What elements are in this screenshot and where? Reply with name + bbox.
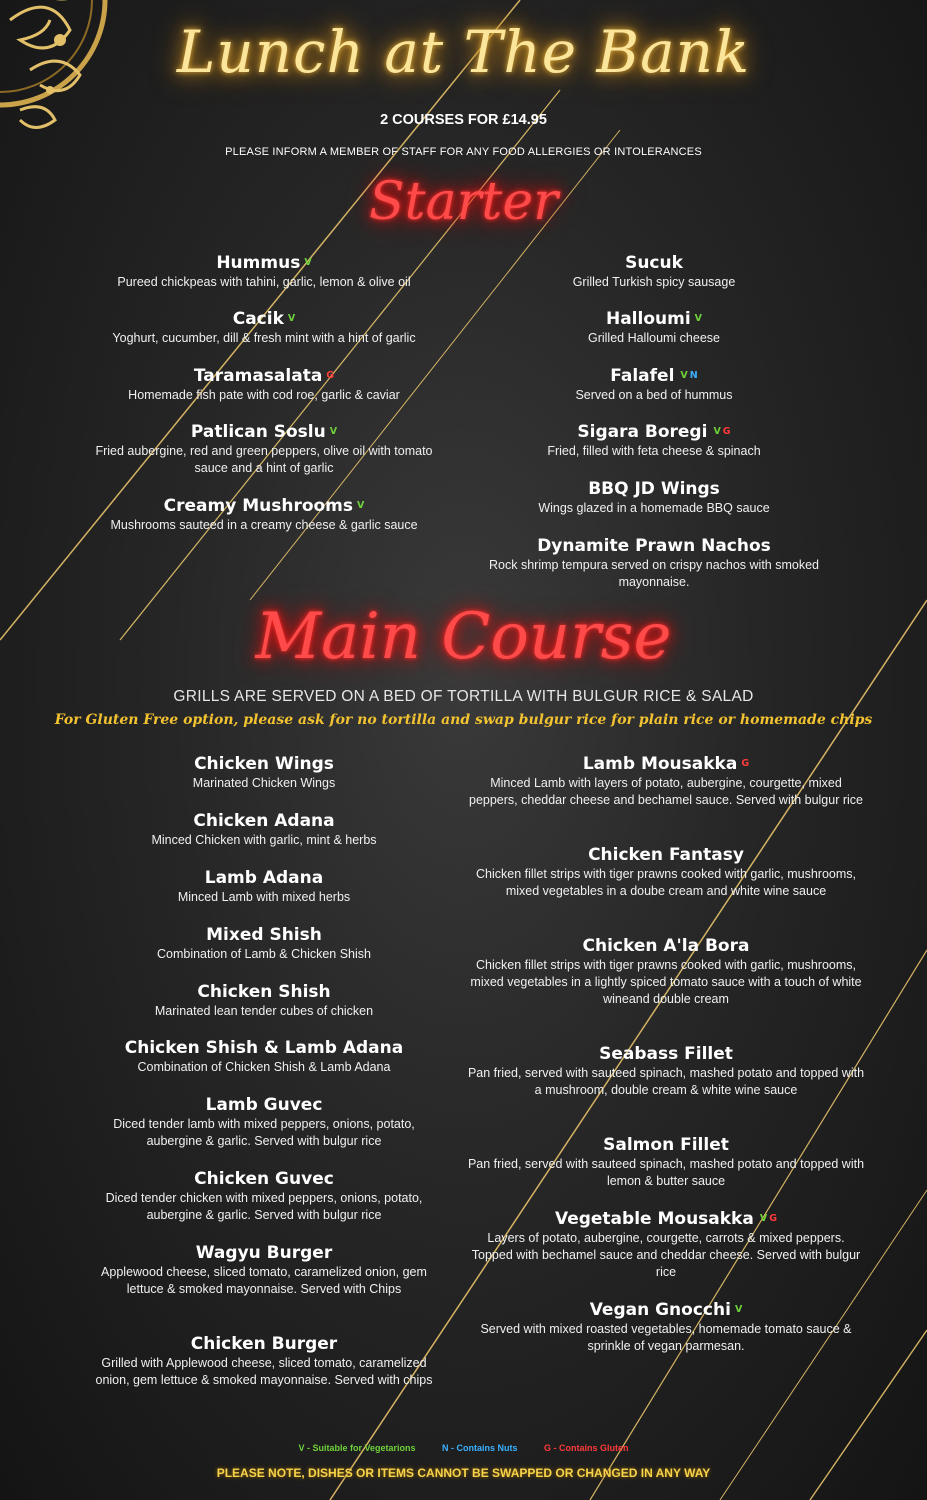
menu-item [474, 478, 834, 517]
grills-note: GRILLS ARE SERVED ON A BED OF TORTILLA WITH BULGUR RICE & SALAD [173, 688, 754, 705]
menu-item [474, 252, 834, 291]
item-description: Grilled with Applewood cheese, sliced tomato, caramelized onion, gem lettuce & smoked mayonnaise. Served with chips [95, 1356, 433, 1387]
menu-item [84, 1242, 444, 1298]
item-description: Combination of Chicken Shish & Lamb Adana [137, 1060, 391, 1074]
item-name: Chicken Fantasy [588, 845, 744, 865]
menu-item [474, 535, 834, 591]
item-description: Pureed chickpeas with tahini, garlic, lemon & olive oil [117, 275, 411, 289]
item-description: Marinated Chicken Wings [192, 776, 336, 790]
menu-item [466, 1208, 866, 1281]
item-tags [678, 370, 697, 381]
item-name: Chicken Adana [193, 811, 335, 831]
legend-nuts: N - Contains Nuts [442, 1443, 518, 1453]
menu-item [84, 810, 444, 849]
menu-item [84, 1094, 444, 1150]
starter-heading: Starter [369, 172, 558, 232]
gluten-free-note: For Gluten Free option, please ask for no tortilla and swap bulgur rice for plain rice or homemade chips [54, 712, 873, 728]
menu-item [466, 935, 866, 1008]
item-description: Mushrooms sauteed in a creamy cheese & garlic sauce [110, 518, 418, 532]
dietary-tag: G [722, 426, 731, 437]
item-name: Vegan Gnocchi [589, 1300, 731, 1320]
item-description: Minced Chicken with garlic, mint & herbs [151, 833, 377, 847]
item-description: Fried aubergine, red and green peppers, olive oil with tomato sauce and a hint of garlic [95, 444, 433, 475]
item-description: Diced tender chicken with mixed peppers, onions, potato, aubergine & garlic. Served with bulgur rice [105, 1191, 423, 1222]
item-name: Sigara Boregi [577, 422, 708, 442]
price-subtitle: 2 COURSES FOR £14.95 [380, 112, 547, 128]
item-description: Served with mixed roasted vegetables, homemade tomato sauce & sprinkle of vegan parmesan. [480, 1322, 852, 1353]
allergy-note: PLEASE INFORM A MEMBER OF STAFF FOR ANY FOOD ALLERGIES OR INTOLERANCES [225, 146, 702, 158]
item-name: Chicken A'la Bora [582, 936, 750, 956]
menu-item [466, 1134, 866, 1190]
menu-item [84, 308, 444, 347]
dietary-tag: N [689, 370, 698, 381]
item-description: Combination of Lamb & Chicken Shish [156, 947, 371, 961]
item-tags: G [741, 758, 750, 769]
menu-item [84, 495, 444, 534]
item-name: Seabass Fillet [599, 1044, 733, 1064]
item-name: BBQ JD Wings [588, 479, 720, 499]
page-title: Lunch at The Bank [176, 18, 751, 86]
menu-item [84, 981, 444, 1020]
item-name: Falafel [610, 366, 675, 386]
item-name: Halloumi [605, 309, 691, 329]
menu-item [474, 308, 834, 347]
menu-item [84, 1333, 444, 1389]
menu-item [474, 365, 834, 404]
item-tags: V [329, 426, 338, 437]
dietary-tag: V [713, 426, 721, 437]
menu-item [84, 924, 444, 963]
item-name: Chicken Shish [197, 982, 331, 1002]
item-name: Wagyu Burger [195, 1243, 333, 1263]
item-description: Pan fried, served with sauteed spinach, mashed potato and topped with lemon & butter sauce [467, 1157, 865, 1188]
menu-item [84, 753, 444, 792]
item-name: Hummus [216, 253, 301, 273]
item-tags: V [304, 257, 312, 268]
item-name: Creamy Mushrooms [163, 496, 354, 516]
item-description: Rock shrimp tempura served on crispy nachos with smoked mayonnaise. [489, 558, 819, 589]
item-description: Yoghurt, cucumber, dill & fresh mint with a hint of garlic [112, 331, 416, 345]
item-description: Diced tender lamb with mixed peppers, onions, potato, aubergine & garlic. Served with bulgur rice [113, 1117, 415, 1148]
item-name: Lamb Mousakka [582, 754, 738, 774]
item-name: Lamb Adana [204, 868, 324, 888]
menu-item [474, 421, 834, 460]
legend-gluten: G - Contains Gluten [544, 1443, 629, 1453]
item-name: Cacik [232, 309, 284, 329]
item-tags [711, 426, 730, 437]
dietary-legend [0, 1443, 927, 1453]
item-name: Mixed Shish [206, 925, 322, 945]
item-name: Taramasalata [193, 366, 323, 386]
footer-note: PLEASE NOTE, DISHES OR ITEMS CANNOT BE SWAPPED OR CHANGED IN ANY WAY [216, 1466, 711, 1480]
menu-item [466, 844, 866, 900]
item-description: Served on a bed of hummus [575, 388, 733, 402]
menu-item [84, 1168, 444, 1224]
menu-item [84, 421, 444, 477]
dietary-tag: V [759, 1213, 768, 1224]
menu-item [466, 1299, 866, 1355]
item-name: Chicken Wings [194, 754, 334, 774]
menu-item [84, 1037, 444, 1076]
item-description: Chicken fillet strips with tiger prawns cooked with garlic, mushrooms, mixed vegetables in a doube cream and white wine sauce [476, 867, 856, 898]
item-description: Layers of potato, aubergine, courgette, carrots & mixed peppers. Topped with bechamel sauce and cheddar cheese. Served with bulgur rice [471, 1231, 861, 1279]
item-name: Dynamite Prawn Nachos [537, 536, 771, 556]
item-tags: V [694, 313, 703, 324]
legend-vegetarian: V - Suitable for Vegetarions [298, 1443, 416, 1453]
item-name: Lamb Guvec [205, 1095, 323, 1115]
item-description: Marinated lean tender cubes of chicken [154, 1004, 374, 1018]
menu-item [466, 753, 866, 809]
item-tags: V [734, 1304, 743, 1315]
item-description: Grilled Turkish spicy sausage [572, 275, 736, 289]
dietary-tag: G [769, 1213, 778, 1224]
dietary-tag: V [680, 370, 688, 381]
item-description: Pan fried, served with sauteed spinach, mashed potato and topped with a mushroom, double cream & white wine sauce [467, 1066, 865, 1097]
item-name: Salmon Fillet [603, 1135, 729, 1155]
item-name: Sucuk [625, 253, 683, 273]
item-description: Wings glazed in a homemade BBQ sauce [538, 501, 770, 515]
item-name: Chicken Burger [190, 1334, 338, 1354]
item-description: Minced Lamb with mixed herbs [177, 890, 351, 904]
menu-item [84, 365, 444, 404]
menu-item [84, 252, 444, 291]
item-tags: V [287, 313, 296, 324]
item-tags [758, 1213, 777, 1224]
menu-item [466, 1043, 866, 1099]
item-description: Homemade fish pate with cod roe, garlic & caviar [128, 388, 400, 402]
menu-item [84, 867, 444, 906]
item-tags: G [326, 370, 335, 381]
item-name: Patlican Soslu [190, 422, 326, 442]
item-description: Grilled Halloumi cheese [587, 331, 720, 345]
item-name: Vegetable Mousakka [554, 1209, 754, 1229]
item-name: Chicken Shish & Lamb Adana [124, 1038, 404, 1058]
item-description: Chicken fillet strips with tiger prawns cooked with garlic, mushrooms, mixed vegetables in a lightly spiced tomato sauce with a touch of white wineand double cream [470, 958, 862, 1006]
main-course-heading: Main Course [255, 600, 672, 674]
item-name: Chicken Guvec [194, 1169, 334, 1189]
item-description: Applewood cheese, sliced tomato, caramelized onion, gem lettuce & smoked mayonnaise. Served with Chips [101, 1265, 427, 1296]
item-description: Minced Lamb with layers of potato, aubergine, courgette, mixed peppers, cheddar cheese and bechamel sauce. Served with bulgur rice [469, 776, 863, 807]
item-tags: V [357, 500, 365, 511]
item-description: Fried, filled with feta cheese & spinach [547, 444, 761, 458]
